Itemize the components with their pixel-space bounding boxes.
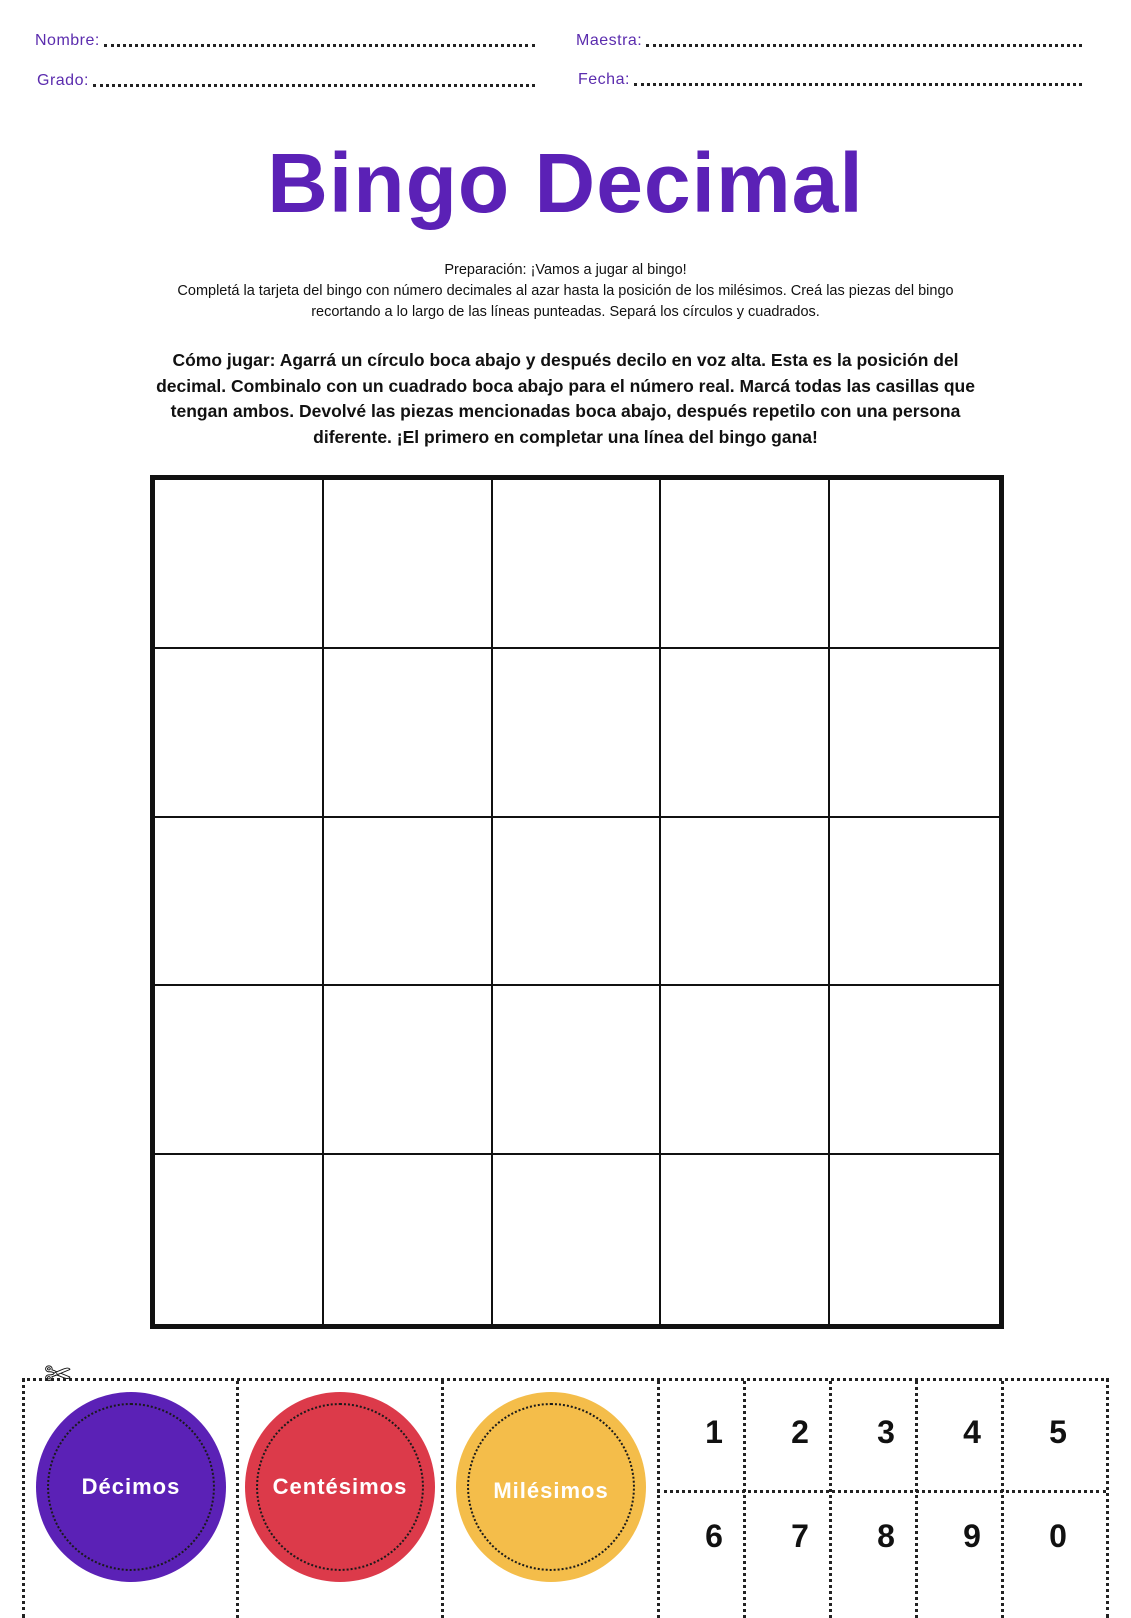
bingo-cell[interactable] xyxy=(661,1155,830,1324)
grado-field[interactable] xyxy=(37,72,535,90)
bingo-cell[interactable] xyxy=(155,1155,324,1324)
number-square[interactable]: 4 xyxy=(963,1414,981,1450)
nombre-label: Nombre: xyxy=(35,32,100,49)
number-square[interactable]: 5 xyxy=(1049,1414,1067,1450)
number-square[interactable]: 9 xyxy=(963,1518,981,1554)
bingo-cell[interactable] xyxy=(324,986,493,1155)
milesimos-label: Milésimos xyxy=(493,1478,609,1503)
number-square[interactable]: 8 xyxy=(877,1518,895,1554)
decimos-circle[interactable] xyxy=(36,1392,226,1582)
fecha-line xyxy=(634,83,1082,86)
how-to-play-text: Cómo jugar: Agarrá un círculo boca abajo y después decilo en voz alta. Esta es la posición del decimal. Combinalo con un cuadrado boca abajo para el número real. Marcá todas las casillas que tengan ambos. Devolvé las piezas mencionadas boca abajo, después repetilo con una persona diferente. ¡El primero en completar una línea del bingo gana! xyxy=(156,350,975,447)
number-square[interactable]: 0 xyxy=(1049,1518,1067,1554)
nombre-line xyxy=(104,44,535,47)
bingo-cell[interactable] xyxy=(324,480,493,649)
cut-line xyxy=(236,1381,239,1618)
bingo-cell[interactable] xyxy=(155,818,324,987)
bingo-cell[interactable] xyxy=(661,480,830,649)
bingo-cell[interactable] xyxy=(830,649,999,818)
preparation-text xyxy=(160,260,971,323)
centesimos-label: Centésimos xyxy=(272,1474,408,1499)
fecha-field[interactable] xyxy=(578,71,1082,89)
bingo-cell[interactable] xyxy=(493,649,662,818)
maestra-label: Maestra: xyxy=(576,32,643,49)
cut-line xyxy=(657,1381,660,1618)
number-square[interactable]: 6 xyxy=(705,1518,723,1554)
preparation-line1: Preparación: ¡Vamos a jugar al bingo! xyxy=(444,262,687,278)
preparation-line2: Completá la tarjeta del bingo con número decimales al azar hasta la posición de los milésimos. Creá las piezas del bingo recortando a lo largo de las líneas punteadas. Separá los círculos y cuadrados. xyxy=(177,283,954,320)
nombre-field[interactable] xyxy=(35,32,535,50)
bingo-cell[interactable] xyxy=(324,1155,493,1324)
decimos-label: Décimos xyxy=(81,1474,181,1499)
bingo-cell[interactable] xyxy=(324,818,493,987)
number-square[interactable]: 1 xyxy=(705,1414,723,1450)
bingo-grid xyxy=(150,475,1004,1329)
bingo-cell[interactable] xyxy=(661,649,830,818)
scissors-icon: ✄ xyxy=(44,1356,71,1392)
milesimos-circle[interactable] xyxy=(456,1392,646,1582)
bingo-cell[interactable] xyxy=(661,818,830,987)
bingo-cell[interactable] xyxy=(493,986,662,1155)
cut-line xyxy=(441,1381,444,1618)
bingo-cell[interactable] xyxy=(830,986,999,1155)
grado-line xyxy=(93,84,535,87)
maestra-field[interactable] xyxy=(576,32,1082,50)
bingo-cell[interactable] xyxy=(155,986,324,1155)
bingo-cell[interactable] xyxy=(155,480,324,649)
bingo-cell[interactable] xyxy=(324,649,493,818)
centesimos-circle[interactable] xyxy=(245,1392,435,1582)
fecha-label: Fecha: xyxy=(578,71,630,88)
bingo-cell[interactable] xyxy=(493,480,662,649)
bingo-cell[interactable] xyxy=(830,1155,999,1324)
grado-label: Grado: xyxy=(37,72,89,89)
bingo-cell[interactable] xyxy=(661,986,830,1155)
page-title: Bingo Decimal xyxy=(267,136,864,230)
bingo-cell[interactable] xyxy=(830,818,999,987)
cut-line xyxy=(657,1490,1106,1493)
number-square[interactable]: 2 xyxy=(791,1414,809,1450)
bingo-cell[interactable] xyxy=(493,818,662,987)
number-square[interactable]: 7 xyxy=(791,1518,809,1554)
bingo-cell[interactable] xyxy=(493,1155,662,1324)
bingo-cell[interactable] xyxy=(155,649,324,818)
number-square[interactable]: 3 xyxy=(877,1414,895,1450)
maestra-line xyxy=(646,44,1082,47)
bingo-cell[interactable] xyxy=(830,480,999,649)
